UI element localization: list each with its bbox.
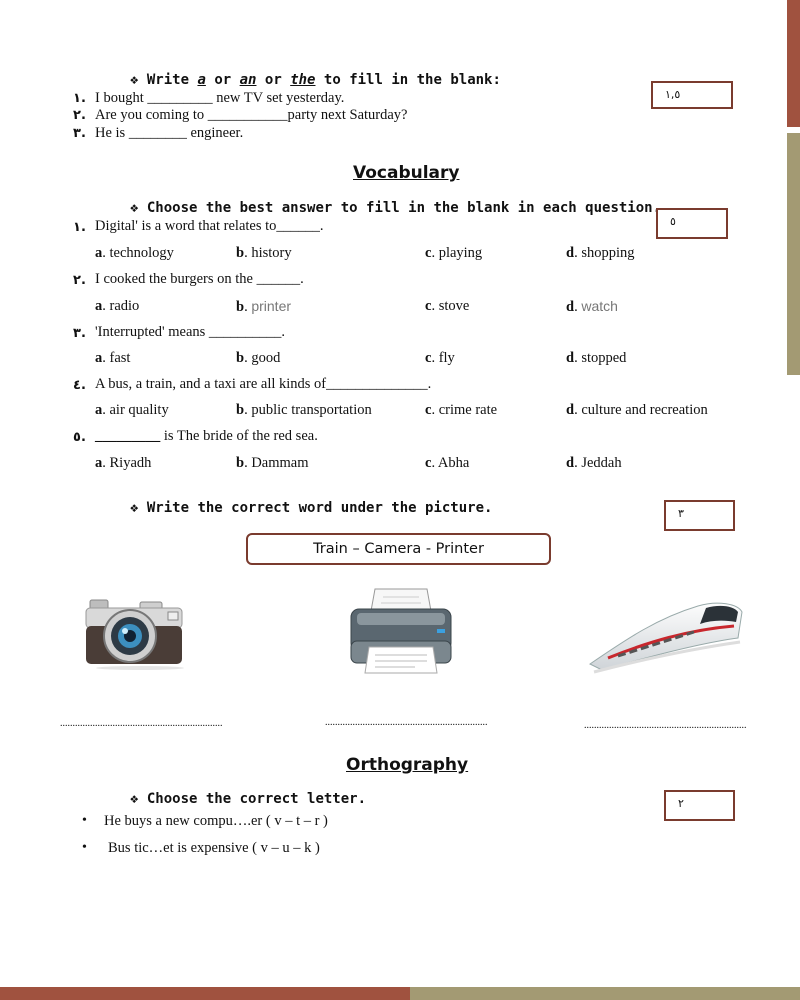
score-box-orthography	[664, 790, 735, 821]
article-a: a	[197, 72, 206, 88]
option-a: a. air quality	[95, 402, 169, 418]
option-a: a. technology	[95, 245, 174, 261]
bottom-accent-bar-left	[0, 987, 410, 1000]
option-c: c. stove	[425, 298, 470, 314]
word-bank-box: Train – Camera - Printer	[246, 533, 551, 565]
option-b: b. Dammam	[236, 455, 309, 471]
score-value: ٥	[670, 215, 676, 228]
question-number: ٢.	[73, 108, 86, 123]
bullet-icon: •	[82, 840, 87, 855]
answer-line-printer[interactable]: .................................................................	[325, 717, 487, 728]
question-number: ٣.	[73, 326, 86, 341]
instruction-text: Choose the correct letter.	[146, 791, 367, 807]
instruction-suffix: to fill in the blank:	[315, 72, 501, 88]
instruction-text: Write the correct word under the picture.	[146, 500, 493, 516]
bottom-accent-bar-right	[410, 987, 800, 1000]
diamond-bullet-icon: ❖	[130, 72, 139, 88]
orthography-instruction	[130, 791, 366, 807]
option-c: c. crime rate	[425, 402, 498, 418]
score-value: ٣	[678, 507, 684, 520]
bullet-icon: •	[82, 813, 87, 828]
question-text: I cooked the burgers on the ______.	[95, 271, 304, 287]
instruction-text: Choose the best answer to fill in the blank in each question.	[146, 200, 662, 216]
option-b: b. public transportation	[236, 402, 372, 418]
option-d: d. watch	[566, 298, 618, 315]
score-value: ١,٥	[665, 88, 681, 101]
diamond-bullet-icon: ❖	[130, 500, 139, 516]
question-text: A bus, a train, and a taxi are all kinds of______________.	[95, 376, 432, 392]
side-accent-bar-top	[787, 0, 800, 127]
question-text: 'Interrupted' means __________.	[95, 324, 286, 340]
vocab-question-2	[0, 271, 780, 321]
question-text: _________ is The bride of the red sea.	[95, 428, 318, 444]
option-c: c. fly	[425, 350, 455, 366]
picture-instruction	[130, 500, 492, 516]
question-number: ١.	[73, 91, 86, 106]
vocab-question-5	[0, 428, 780, 478]
answer-line-camera[interactable]: .................................................................	[60, 718, 222, 729]
option-c: c. Abha	[425, 455, 470, 471]
question-number: ٢.	[73, 273, 86, 288]
option-a: a. Riyadh	[95, 455, 152, 471]
option-d: d. Jeddah	[566, 455, 622, 471]
answer-line-train[interactable]: .................................................................	[584, 720, 746, 731]
article-an: an	[239, 72, 257, 88]
score-box-pictures	[664, 500, 735, 531]
article-the: the	[290, 72, 316, 88]
train-icon	[588, 598, 746, 680]
score-value: ٢	[678, 797, 684, 810]
option-b: b. history	[236, 245, 292, 261]
question-number: ٥.	[73, 430, 86, 445]
vocab-question-3	[0, 324, 780, 374]
camera-icon	[82, 598, 188, 670]
orthography-item-1: He buys a new compu….er ( v – t – r )	[104, 813, 328, 829]
vocabulary-instruction	[130, 200, 661, 216]
orthography-item-2: Bus tic…et is expensive ( v – u – k )	[108, 840, 320, 856]
diamond-bullet-icon: ❖	[130, 200, 139, 216]
question-text: He is ________ engineer.	[95, 125, 244, 141]
question-number: ٣.	[73, 126, 86, 141]
diamond-bullet-icon: ❖	[130, 791, 139, 807]
question-text: Are you coming to ___________party next Saturday?	[95, 107, 408, 123]
articles-instruction	[130, 72, 501, 88]
instruction-or: or	[256, 72, 291, 88]
instruction-or: or	[205, 72, 240, 88]
option-b: b. printer	[236, 298, 292, 315]
side-accent-bar-middle	[787, 133, 800, 375]
score-box-articles	[651, 81, 733, 109]
option-d: d. culture and recreation	[566, 402, 708, 418]
question-blank: _________	[95, 428, 161, 444]
option-a: a. fast	[95, 350, 131, 366]
instruction-prefix: Write	[146, 72, 198, 88]
option-c: c. playing	[425, 245, 483, 261]
question-number: ١.	[73, 220, 86, 235]
question-text: I bought _________ new TV set yesterday.	[95, 90, 345, 106]
vocabulary-heading: Vocabulary	[353, 163, 460, 183]
printer-icon	[345, 585, 457, 677]
option-a: a. radio	[95, 298, 140, 314]
vocab-question-1	[0, 218, 780, 268]
option-d: d. shopping	[566, 245, 635, 261]
question-text: Digital' is a word that relates to______.	[95, 218, 324, 234]
orthography-heading: Orthography	[346, 755, 469, 775]
option-b: b. good	[236, 350, 281, 366]
vocab-question-4	[0, 376, 780, 426]
option-d: d. stopped	[566, 350, 627, 366]
question-number: ٤.	[73, 378, 86, 393]
